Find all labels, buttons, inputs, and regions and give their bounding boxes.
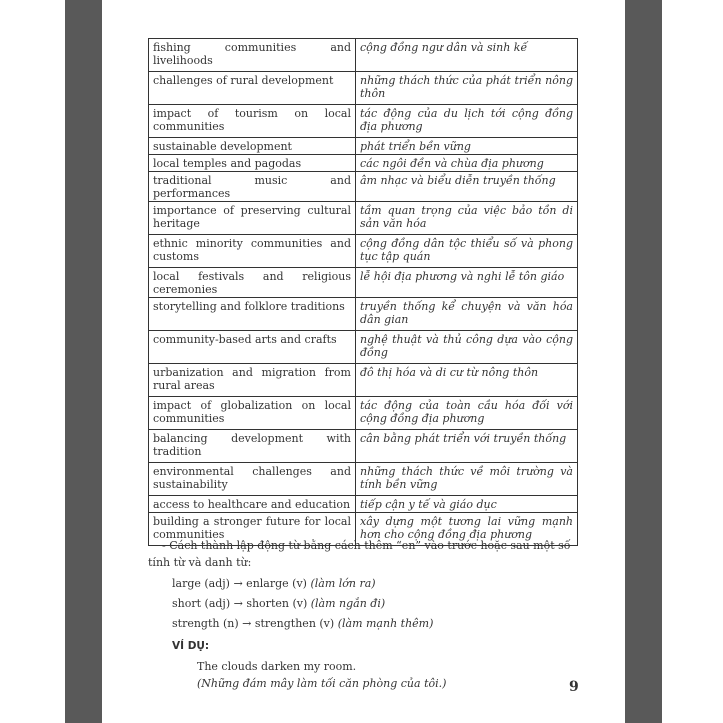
vietnamese-translation: xây dựng một tương lai vững mạnh hơn cho cộng đồng địa phương [356, 513, 578, 546]
english-term: local temples and pagodas [149, 155, 356, 172]
page-number: 9 [569, 679, 579, 695]
vietnamese-translation: những thách thức về môi trường và tính bền vững [356, 463, 578, 496]
english-term: building a stronger future for local communities [149, 513, 356, 546]
vietnamese-translation: tiếp cận y tế và giáo dục [356, 496, 578, 513]
table-row [149, 72, 578, 105]
vietnamese-translation: âm nhạc và biểu diễn truyền thống [356, 172, 578, 202]
table-row [149, 138, 578, 155]
vietnamese-translation: tác động của toàn cầu hóa đối với cộng đồng địa phương [356, 397, 578, 430]
table-row [149, 268, 578, 298]
english-term: impact of tourism on local communities [149, 105, 356, 138]
english-term: balancing development with tradition [149, 430, 356, 463]
left-border [65, 0, 102, 723]
example-sentence: The clouds darken my room. [197, 660, 357, 673]
english-term: storytelling and folklore traditions [149, 298, 356, 331]
vietnamese-translation: tác động của du lịch tới cộng đồng địa phương [356, 105, 578, 138]
vocabulary-table [148, 38, 578, 546]
table-row [149, 39, 578, 72]
table-row [149, 331, 578, 364]
right-border [625, 0, 662, 723]
english-term: community-based arts and crafts [149, 331, 356, 364]
english-term: urbanization and migration from rural areas [149, 364, 356, 397]
vietnamese-translation: cộng đồng dân tộc thiểu số và phong tục tập quán [356, 235, 578, 268]
english-term: access to healthcare and education [149, 496, 356, 513]
table-row [149, 298, 578, 331]
table-row [149, 463, 578, 496]
table-row [149, 364, 578, 397]
example-translation: (Những đám mây làm tối căn phòng của tôi.) [197, 677, 447, 690]
vietnamese-translation: truyền thống kể chuyện và văn hóa dân gian [356, 298, 578, 331]
table-row [149, 155, 578, 172]
intro-line-1: - Cách thành lập động từ bằng cách thêm “en” vào trước hoặc sau một số [162, 539, 571, 552]
example-line: large (adj) → enlarge (v) (làm lớn ra) [172, 577, 376, 590]
table-row [149, 202, 578, 235]
vietnamese-translation: phát triển bền vững [356, 138, 578, 155]
table-row [149, 172, 578, 202]
table-row [149, 397, 578, 430]
english-term: local festivals and religious ceremonies [149, 268, 356, 298]
vietnamese-translation: lễ hội địa phương và nghi lễ tôn giáo [356, 268, 578, 298]
intro-line-2: tính từ và danh từ: [148, 556, 252, 569]
english-term: traditional music and performances [149, 172, 356, 202]
vietnamese-translation: cộng đồng ngư dân và sinh kế [356, 39, 578, 72]
english-term: impact of globalization on local communities [149, 397, 356, 430]
vietnamese-translation: các ngôi đền và chùa địa phương [356, 155, 578, 172]
vietnamese-translation: nghệ thuật và thủ công dựa vào cộng đồng [356, 331, 578, 364]
example-line: short (adj) → shorten (v) (làm ngắn đi) [172, 597, 386, 610]
document-page [102, 0, 625, 723]
table-row [149, 430, 578, 463]
english-term: fishing communities and livelihoods [149, 39, 356, 72]
vietnamese-translation: những thách thức của phát triển nông thôn [356, 72, 578, 105]
english-term: ethnic minority communities and customs [149, 235, 356, 268]
example-line: strength (n) → strengthen (v) (làm mạnh thêm) [172, 617, 434, 630]
table-row [149, 235, 578, 268]
vietnamese-translation: tầm quan trọng của việc bảo tồn di sản văn hóa [356, 202, 578, 235]
table-row [149, 496, 578, 513]
english-term: sustainable development [149, 138, 356, 155]
example-heading: VÍ DỤ: [172, 640, 210, 652]
vietnamese-translation: cân bằng phát triển với truyền thống [356, 430, 578, 463]
english-term: environmental challenges and sustainability [149, 463, 356, 496]
english-term: challenges of rural development [149, 72, 356, 105]
english-term: importance of preserving cultural heritage [149, 202, 356, 235]
table-row [149, 105, 578, 138]
vietnamese-translation: đô thị hóa và di cư từ nông thôn [356, 364, 578, 397]
